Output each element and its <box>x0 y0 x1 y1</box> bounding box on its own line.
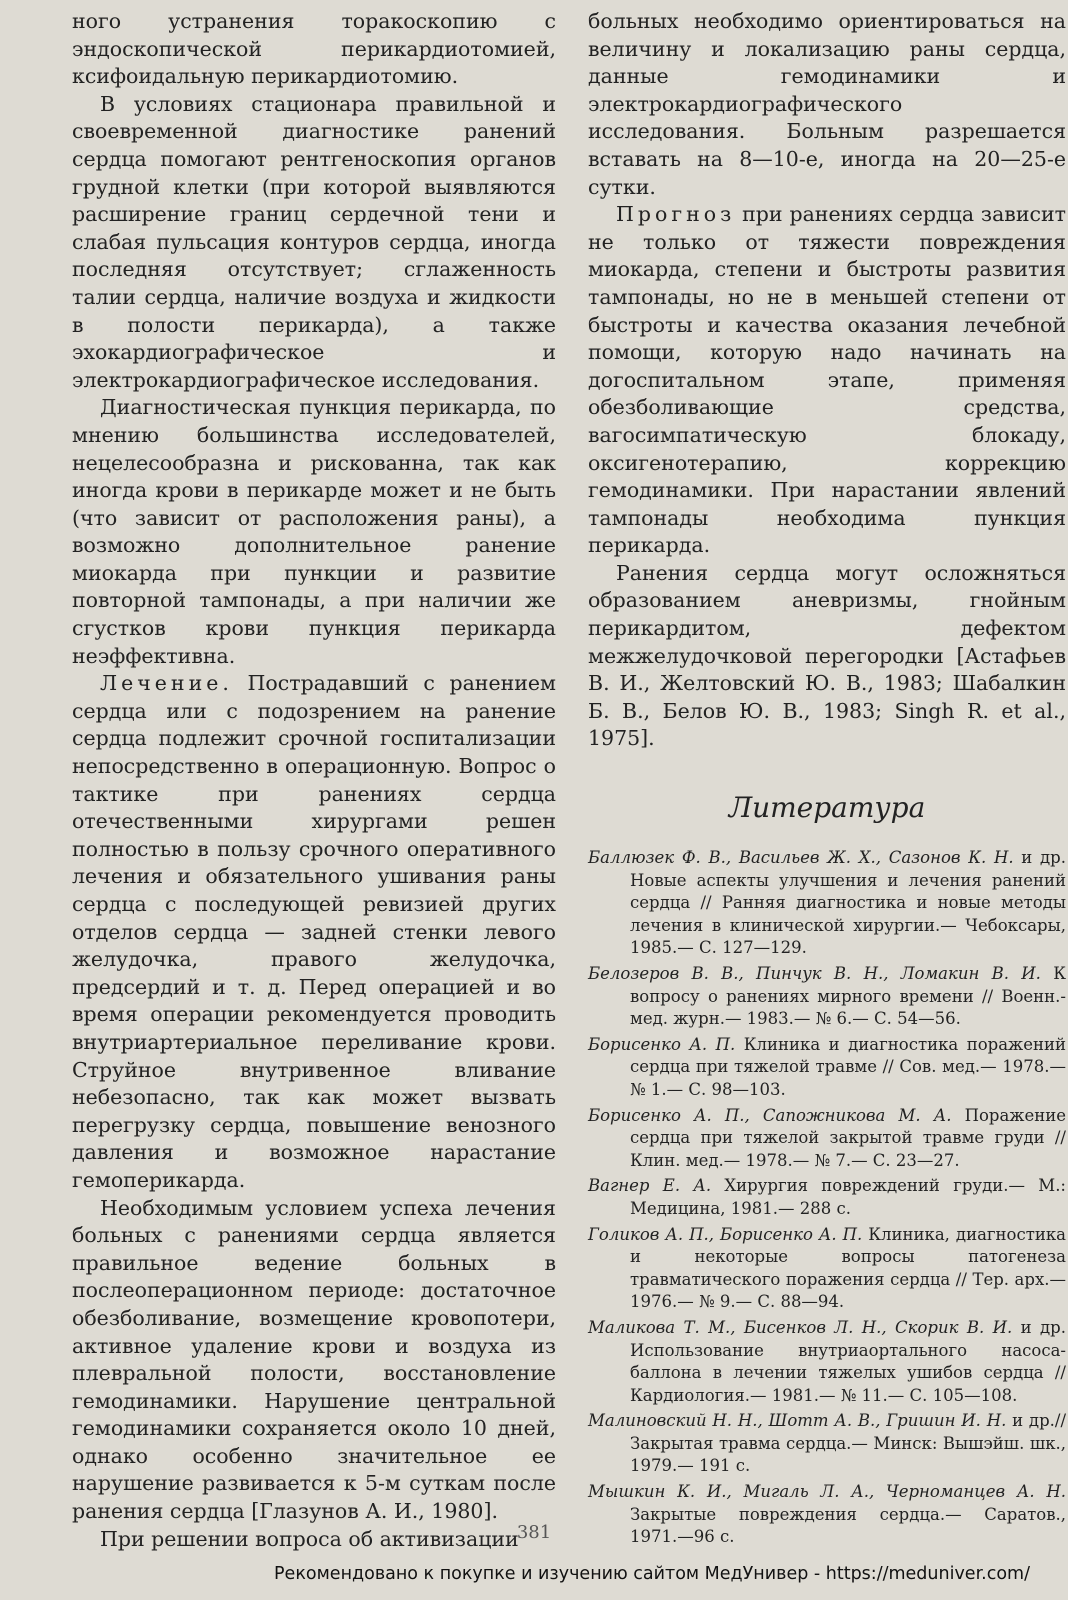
reference-item: Баллюзек Ф. В., Васильев Ж. Х., Сазонов К. Н. и др. Новые аспекты улучшения и лечения ранений сердца // Ранняя диагностика и новые методы лечения в клинической хирургии.— Чебоксары, 1985.— С. 127—129. <box>588 848 1066 958</box>
treatment-text: Пострадавший с ранением сердца или с подозрением на ранение сердца подлежит срочной госпитализации непосредственно в операционную. Вопрос о тактике при ранениях сердца отечественными хирургами решен полностью в пользу срочного оперативного лечения и обязательного ушивания раны сердца с последующей ревизией других отделов сердца — задней стенки левого желудочка, правого желудочка, предсердий и т. д. Перед операцией и во время операции рекомендуется проводить внутриартериальное переливание крови. Струйное внутривенное вливание небезопасно, так как может вызвать перегрузку сердца, повышение венозного давления и возможное нарастание гемоперикарда. <box>72 671 556 1192</box>
reference-item: Борисенко А. П., Сапожникова М. А. Поражение сердца при тяжелой закрытой травме груди // Клин. мед.— 1978.— № 7.— С. 23—27. <box>588 1105 1067 1170</box>
left-paragraph-3: Диагностическая пункция перикарда, по мнению большинства исследователей, нецелесообразна и рискованна, так как иногда крови в перикарде может и не быть (что зависит от расположения раны), а возможно дополнительное ранение миокарда при пункции и развитие повторной тампонады, а при наличии же сгустков крови пункция перикарда неэффективна. <box>72 395 556 668</box>
left-paragraph-6: При решении вопроса об активизации <box>100 1526 519 1551</box>
left-column <box>72 8 556 1553</box>
left-paragraph-4 <box>72 670 556 1194</box>
prognosis-text: при ранениях сердца зависит не только от тяжести повреждения миокарда, степени и быстроты развития тампонады, но не в меньшей степени от быстроты и качества оказания лечебной помощи, которую надо начинать на догоспитальном этапе, применяя обезболивающие средства, вагосимпатическую блокаду, оксигенотерапию, коррекцию гемодинамики. При нарастании явлений тампонады необходима пункция перикарда. <box>588 202 1066 558</box>
right-column <box>588 8 1066 1552</box>
reference-item: Белозеров В. В., Пинчук В. Н., Ломакин В. И. К вопросу о ранениях мирного времени // Военн.-мед. журн.— 1983.— № 6.— С. 54—56. <box>588 964 1066 1029</box>
reference-item: Голиков А. П., Борисенко А. П. Клиника, диагностика и некоторые вопросы патогенеза травматического поражения сердца // Тер. арх.— 1976.— № 9.— С. 88—94. <box>588 1224 1066 1312</box>
left-paragraph-5: Необходимым условием успеха лечения больных с ранениями сердца является правильное ведение больных в послеоперационном периоде: достаточное обезболивание, возмещение кровопотери, активное удаление крови и воздуха из плевральной полости, восстановление гемодинамики. Нарушение центральной гемодинамики сохраняется около 10 дней, однако особенно значительное ее нарушение развивается к 5-м суткам после ранения сердца [Глазунов А. И., 1980]. <box>72 1195 556 1524</box>
literature-heading: Литература <box>728 791 926 825</box>
left-paragraph-1: ного устранения торакоскопию с эндоскопической перикардиотомией, ксифоидальную перикардиотомию. <box>72 9 556 89</box>
reference-item: Маликова Т. М., Бисенков Л. Н., Скорик В. И. и др. Использование внутриаортального насоса-баллона в лечении тяжелых ушибов сердца // Кардиология.— 1981.— № 11.— С. 105—108. <box>588 1317 1066 1405</box>
right-paragraph-3: Ранения сердца могут осложняться образованием аневризмы, гнойным перикардитом, дефектом межжелудочковой перегородки [Астафьев В. И., Желтовский Ю. В., 1983; Шабалкин Б. В., Белов Ю. В., 1983; Singh R. et al., 1975]. <box>588 560 1066 751</box>
reference-item: Малиновский Н. Н., Шотт А. В., Гришин И. Н. и др.// Закрытая травма сердца.— Минск: Вышэйш. шк., 1979.— 191 с. <box>588 1411 1066 1476</box>
right-paragraph-1: больных необходимо ориентироваться на величину и локализацию раны сердца, данные гемодинамики и электрокардиографического исследования. Больным разрешается вставать на 8—10-е, иногда на 20—25-е сутки. <box>588 9 1066 199</box>
reference-item: Мышкин К. И., Мигаль Л. А., Черноманцев А. Н. Закрытые повреждения сердца.— Саратов., 1971.—96 с. <box>588 1482 1066 1547</box>
treatment-lead: Лечение. <box>100 671 233 696</box>
reference-list <box>588 847 1066 1549</box>
left-paragraph-2: В условиях стационара правильной и своевременной диагностике ранений сердца помогают рентгеноскопия органов грудной клетки (при которой выявляются расширение границ сердечной тени и слабая пульсация контуров сердца, иногда последняя отсутствует; сглаженность талии сердца, наличие воздуха и жидкости в полости перикарда), а также эхокардиографическое и электрокардиографическое исследования. <box>72 91 556 392</box>
page-number: 381 <box>516 1522 552 1543</box>
reference-item: Борисенко А. П. Клиника и диагностика поражений сердца при тяжелой травме // Сов. мед.— 1978.— № 1.— С. 98—103. <box>588 1034 1066 1099</box>
reference-item: Вагнер Е. А. Хирургия повреждений груди.— М.: Медицина, 1981.— 288 с. <box>588 1176 1066 1218</box>
right-paragraph-2 <box>588 201 1066 560</box>
prognosis-lead: Прогноз <box>616 202 736 227</box>
footer-link-text[interactable]: Рекомендовано к покупке и изучению сайтом МедУнивер - https://meduniver.com/ <box>274 1564 1030 1584</box>
